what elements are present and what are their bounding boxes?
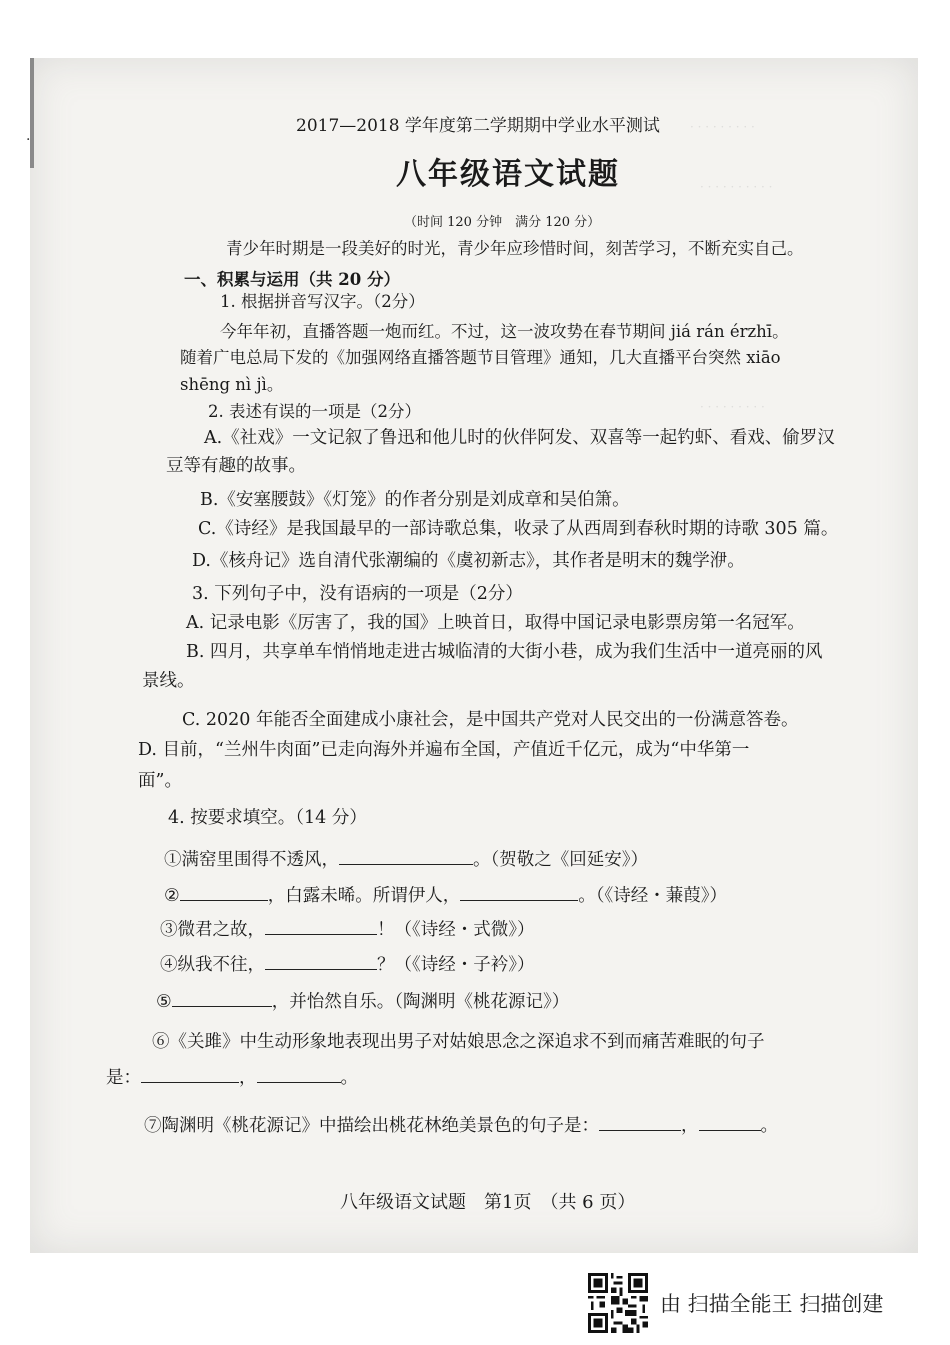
fill-item-5: ⑤ ，并怡然自乐。（陶渊明《桃花源记》） <box>156 992 570 1012</box>
watermark-text: 由 扫描全能王 扫描创建 <box>660 1292 884 1316</box>
corner-mark: . <box>26 128 31 144</box>
question-3-option-d: 面”。 <box>138 771 182 791</box>
page-edge-shadow <box>30 58 34 168</box>
question-3-option-a: A. 记录电影《厉害了，我的国》上映首日，取得中国记录电影票房第一名冠军。 <box>186 613 805 633</box>
fill-item-1: ①满窑里围得不透风， 。（贺敬之《回延安》） <box>164 850 648 870</box>
fill-item-3: ③微君之故， ！（《诗经・式微》） <box>160 920 535 940</box>
question-2-option-a: 豆等有趣的故事。 <box>166 456 306 476</box>
bleed-through: · · · · · · · · · <box>690 120 755 134</box>
question-2-option-b: B.《安塞腰鼓》《灯笼》的作者分别是刘成章和吴伯箫。 <box>200 490 630 510</box>
exam-title: 八年级语文试题 <box>396 157 620 192</box>
answer-blank[interactable] <box>172 992 272 1007</box>
answer-blank[interactable] <box>265 955 377 970</box>
fill-item-6: ⑥《关雎》中生动形象地表现出男子对姑娘思念之深追求不到而痛苦难眠的句子 <box>152 1032 765 1052</box>
scanner-watermark <box>588 1273 883 1333</box>
question-1-text: 随着广电总局下发的《加强网络直播答题节目管理》通知，几大直播平台突然 xiāo <box>180 348 781 367</box>
question-1-text: shēng nì jì。 <box>180 375 284 394</box>
fill-item-7: ⑦陶渊明《桃花源记》中描绘出桃花林绝美景色的句子是： ， 。 <box>144 1116 778 1136</box>
answer-blank[interactable] <box>180 886 268 901</box>
answer-blank[interactable] <box>257 1068 341 1083</box>
bleed-through: · · · · · · · · · <box>700 400 765 414</box>
intro-text: 青少年时期是一段美好的时光，青少年应珍惜时间，刻苦学习，不断充实自己。 <box>226 239 804 258</box>
answer-blank[interactable] <box>699 1116 761 1131</box>
question-3-stem: 3. 下列句子中，没有语病的一项是（2分） <box>192 584 523 604</box>
question-1-text: 今年年初，直播答题一炮而红。不过，这一波攻势在春节期间 jiá rán érzhī。 <box>220 322 789 341</box>
question-3-option-c: C. 2020 年能否全面建成小康社会，是中国共产党对人民交出的一份满意答卷。 <box>182 710 799 730</box>
fill-item-4: ④纵我不往， ？（《诗经・子衿》） <box>160 955 535 975</box>
fill-item-6: 是： ， 。 <box>106 1068 358 1088</box>
fill-item-2: ② ，白露未晞。所谓伊人， 。（《诗经・蒹葭》） <box>164 886 727 906</box>
question-2-option-d: D.《核舟记》选自清代张潮编的《虞初新志》，其作者是明末的魏学洢。 <box>192 551 745 571</box>
question-1-stem: 1. 根据拼音写汉字。（2分） <box>220 292 425 311</box>
question-4-stem: 4. 按要求填空。（14 分） <box>168 808 367 828</box>
question-3-option-b: B. 四月，共享单车悄悄地走进古城临清的大街小巷，成为我们生活中一道亮丽的风 <box>186 642 823 662</box>
answer-blank[interactable] <box>339 850 473 865</box>
exam-time-info: （时间 120 分钟 满分 120 分） <box>404 215 601 230</box>
answer-blank[interactable] <box>141 1068 239 1083</box>
answer-blank[interactable] <box>599 1116 681 1131</box>
page-footer: 八年级语文试题 第1页 （共 6 页） <box>340 1192 636 1213</box>
question-3-option-b: 景线。 <box>142 671 195 691</box>
answer-blank[interactable] <box>265 920 377 935</box>
qr-code-icon <box>588 1273 648 1333</box>
question-2-option-c: C.《诗经》是我国最早的一部诗歌总集，收录了从西周到春秋时期的诗歌 305 篇。 <box>198 519 839 539</box>
exam-term: 2017—2018 学年度第二学期期中学业水平测试 <box>296 116 660 136</box>
question-2-option-a: A.《社戏》一文记叙了鲁迅和他儿时的伙伴阿发、双喜等一起钓虾、看戏、偷罗汉 <box>204 428 835 448</box>
question-3-option-d: D. 目前，“兰州牛肉面”已走向海外并遍布全国，产值近千亿元，成为“中华第一 <box>138 740 750 760</box>
question-2-stem: 2. 表述有误的一项是（2分） <box>208 402 421 421</box>
bleed-through: · · · · · · · · · · <box>700 180 773 194</box>
section-heading: 一、积累与运用（共 20 分） <box>184 270 400 289</box>
answer-blank[interactable] <box>460 886 578 901</box>
